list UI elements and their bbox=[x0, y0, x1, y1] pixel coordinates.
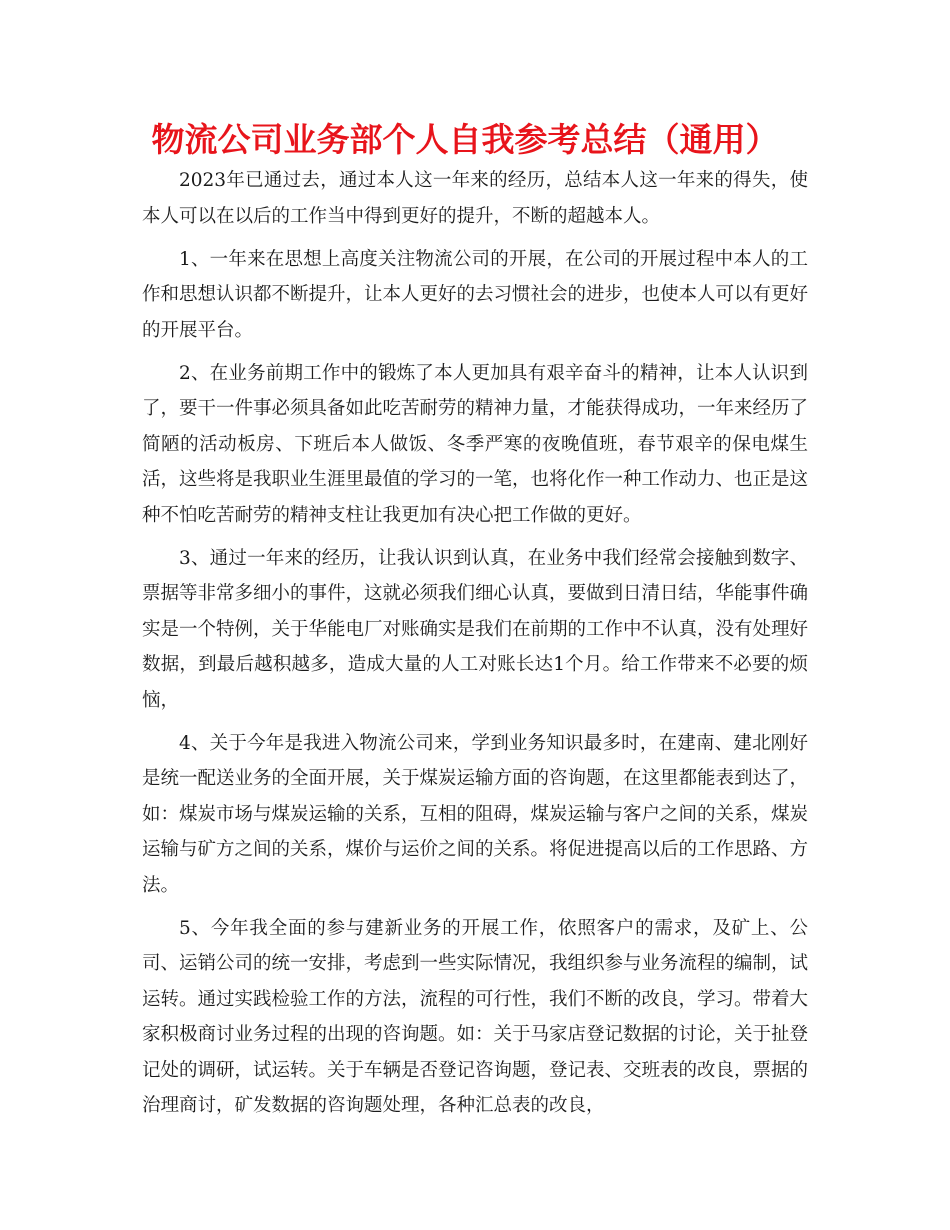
document-title: 物流公司业务部个人自我参考总结（通用） bbox=[151, 120, 779, 159]
paragraph-item-3: 3、通过一年来的经历，让我认识到认真，在业务中我们经常会接触到数字、票据等非常多细小的事件，这就必须我们细心认真，要做到日清日结，华能事件确实是一个特例，关于华能电厂对账确实是我们在前期的工作中不认真，没有处理好数据，到最后越积越多，造成大量的人工对账长达1个月。给工作带来不必要的烦恼， bbox=[142, 547, 809, 711]
paragraph-item-4: 4、关于今年是我进入物流公司来，学到业务知识最多时，在建南、建北刚好是统一配送业务的全面开展，关于煤炭运输方面的咨询题，在这里都能表到达了，如：煤炭市场与煤炭运输的关系，互相的阻碍，煤炭运输与客户之间的关系，煤炭运输与矿方之间的关系，煤价与运价之间的关系。将促进提高以后的工作思路、方法。 bbox=[142, 732, 809, 896]
intro-paragraph: 2023年已通过去，通过本人这一年来的经历，总结本人这一年来的得失，使本人可以在以后的工作当中得到更好的提升，不断的超越本人。 bbox=[142, 170, 808, 227]
paragraph-item-2: 2、在业务前期工作中的锻炼了本人更加具有艰辛奋斗的精神，让本人认识到了，要干一件事必须具备如此吃苦耐劳的精神力量，才能获得成功，一年来经历了简陋的活动板房、下班后本人做饭、冬季严寒的夜晚值班，春节艰辛的保电煤生活，这些将是我职业生涯里最值的学习的一笔，也将化作一种工作动力、也正是这种不怕吃苦耐劳的精神支柱让我更加有决心把工作做的更好。 bbox=[142, 362, 809, 526]
paragraph-item-5: 5、今年我全面的参与建新业务的开展工作，依照客户的需求，及矿上、公司、运销公司的统一安排，考虑到一些实际情况，我组织参与业务流程的编制，试运转。通过实践检验工作的方法，流程的可行性，我们不断的改良，学习。带着大家积极商讨业务过程的出现的咨询题。如：关于马家店登记数据的讨论，关于扯登记处的调研，试运转。关于车辆是否登记咨询题，登记表、交班表的改良，票据的治理商讨，矿发数据的咨询题处理，各种汇总表的改良， bbox=[142, 917, 809, 1116]
document-body bbox=[142, 163, 808, 1131]
paragraph-item-1: 1、一年来在思想上高度关注物流公司的开展，在公司的开展过程中本人的工作和思想认识都不断提升，让本人更好的去习惯社会的进步，也使本人可以有更好的开展平台。 bbox=[142, 248, 809, 341]
